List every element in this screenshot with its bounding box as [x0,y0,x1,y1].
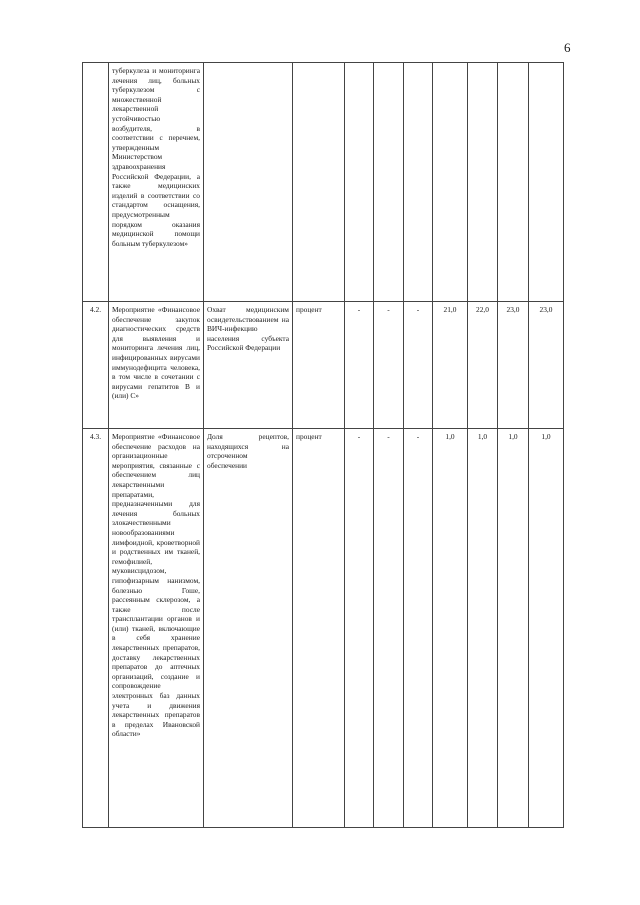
value-cell [529,63,564,302]
indicator-name: Охват медицинским освидетельствованием на ВИЧ-инфекцию населения субъекта Российской Федерации [204,302,293,429]
row-number: 4.3. [83,429,109,828]
unit-of-measure: процент [293,302,345,429]
table-row [83,63,564,302]
value-cell [433,63,468,302]
value-cell: 22,0 [468,302,498,429]
indicator-name [204,63,293,302]
value-cell [374,63,404,302]
value-cell: - [374,429,404,828]
value-cell: - [345,302,374,429]
value-cell: 1,0 [498,429,529,828]
measure-name: Мероприятие «Финансовое обеспечение закупок диагностических средств для выявления и мониторинга лечения лиц, инфицированных вирусами иммунодефицита человека, в том числе в сочетании с вирусами гепатитов B и (или) C» [109,302,204,429]
indicator-name: Доля рецептов, находящихся на отсроченном обеспечении [204,429,293,828]
table-row [83,302,564,429]
value-cell: 1,0 [433,429,468,828]
value-cell: - [404,302,433,429]
row-number [83,63,109,302]
value-cell [345,63,374,302]
value-cell: 23,0 [498,302,529,429]
value-cell: 21,0 [433,302,468,429]
row-number: 4.2. [83,302,109,429]
value-cell: - [345,429,374,828]
value-cell: 1,0 [468,429,498,828]
unit-of-measure: процент [293,429,345,828]
value-cell: - [404,429,433,828]
value-cell [468,63,498,302]
table-row [83,429,564,828]
measures-table [82,62,564,828]
value-cell [404,63,433,302]
measure-name: туберкулеза и мониторинга лечения лиц, больных туберкулезом с множественной лекарственной устойчивостью возбудителя, в соответствии с перечнем, утвержденным Министерством здравоохранения Российской Федерации, а также медицинских изделий в соответствии со стандартом оснащения, предусмотренным порядком оказания медицинской помощи больным туберкулезом» [109,63,204,302]
unit-of-measure [293,63,345,302]
value-cell: 23,0 [529,302,564,429]
value-cell [498,63,529,302]
measure-name: Мероприятие «Финансовое обеспечение расходов на организационные мероприятия, связанные с обеспечением лиц лекарственными препаратами, предназначенными для лечения больных злокачественными новообразованиями лимфоидной, кроветворной и родственных им тканей, гемофилией, муковисцидозом, гипофизарным нанизмом, болезнью Гоше, рассеянным склерозом, а также после трансплантации органов и (или) тканей, включающие в себя хранение лекарственных препаратов, доставку лекарственных препаратов до аптечных организаций, создание и сопровождение электронных баз данных учета и движения лекарственных препаратов в пределах Ивановской области» [109,429,204,828]
page-number: 6 [564,40,571,55]
value-cell: - [374,302,404,429]
value-cell: 1,0 [529,429,564,828]
